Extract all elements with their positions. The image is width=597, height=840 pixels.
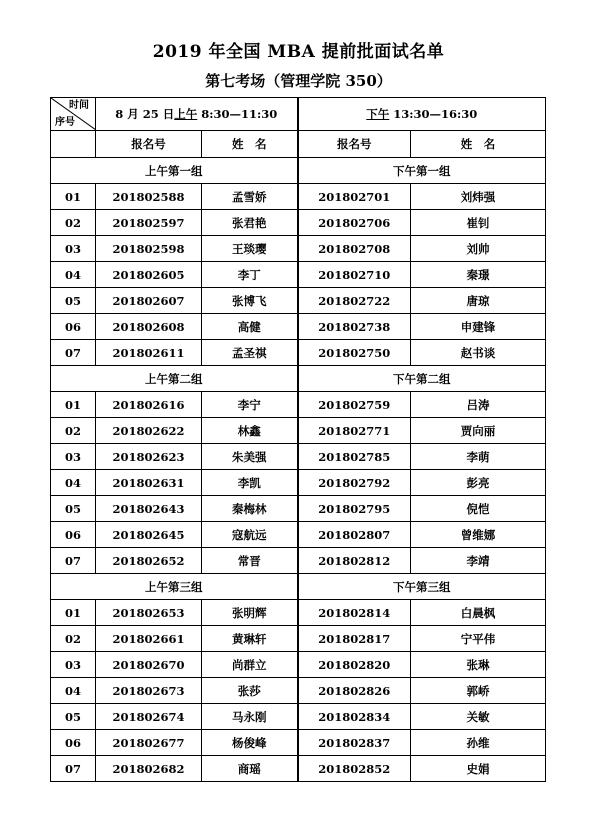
pm-name-cell: 彭亮 (411, 470, 546, 496)
table-row (51, 210, 546, 236)
seq-cell: 05 (51, 704, 96, 730)
session-date: 8 月 25 日 (115, 107, 175, 121)
pm-id-cell: 201802837 (298, 730, 411, 756)
header-am-id: 报名号 (96, 131, 202, 158)
pm-name-cell: 孙维 (411, 730, 546, 756)
table-row (51, 522, 546, 548)
pm-id-cell: 201802807 (298, 522, 411, 548)
seq-cell: 03 (51, 236, 96, 262)
am-name-cell: 王琰璎 (202, 236, 298, 262)
am-name-cell: 杨俊峰 (202, 730, 298, 756)
table-row (51, 600, 546, 626)
seq-cell: 01 (51, 392, 96, 418)
seq-cell: 06 (51, 730, 96, 756)
morning-group-title: 上午第二组 (51, 366, 298, 392)
am-id-cell: 201802670 (96, 652, 202, 678)
pm-id-cell: 201802710 (298, 262, 411, 288)
pm-id-cell: 201802817 (298, 626, 411, 652)
corner-diagonal-cell (51, 98, 96, 131)
pm-name-cell: 秦璟 (411, 262, 546, 288)
interview-table (50, 97, 546, 782)
group-header-row (51, 366, 546, 392)
pm-id-cell: 201802708 (298, 236, 411, 262)
table-row (51, 340, 546, 366)
am-id-cell: 201802611 (96, 340, 202, 366)
seq-cell: 07 (51, 756, 96, 782)
pm-id-cell: 201802834 (298, 704, 411, 730)
pm-id-cell: 201802795 (298, 496, 411, 522)
morning-group-title: 上午第一组 (51, 158, 298, 184)
pm-id-cell: 201802820 (298, 652, 411, 678)
pm-id-cell: 201802706 (298, 210, 411, 236)
table-row (51, 730, 546, 756)
table-row (51, 262, 546, 288)
morning-session-header (96, 98, 298, 131)
header-pm-id: 报名号 (298, 131, 411, 158)
afternoon-label: 下午 (366, 107, 390, 121)
am-name-cell: 马永刚 (202, 704, 298, 730)
seq-cell: 02 (51, 626, 96, 652)
am-id-cell: 201802661 (96, 626, 202, 652)
table-row (51, 392, 546, 418)
pm-id-cell: 201802738 (298, 314, 411, 340)
pm-id-cell: 201802722 (298, 288, 411, 314)
am-name-cell: 孟雪娇 (202, 184, 298, 210)
afternoon-session-header (298, 98, 546, 131)
seq-cell: 04 (51, 678, 96, 704)
am-id-cell: 201802597 (96, 210, 202, 236)
am-name-cell: 尚群立 (202, 652, 298, 678)
am-id-cell: 201802605 (96, 262, 202, 288)
pm-name-cell: 崔钊 (411, 210, 546, 236)
am-id-cell: 201802643 (96, 496, 202, 522)
pm-name-cell: 刘炜强 (411, 184, 546, 210)
pm-id-cell: 201802771 (298, 418, 411, 444)
am-id-cell: 201802673 (96, 678, 202, 704)
pm-id-cell: 201802826 (298, 678, 411, 704)
header-empty-cell (51, 131, 96, 158)
pm-id-cell: 201802812 (298, 548, 411, 574)
pm-name-cell: 郭峤 (411, 678, 546, 704)
pm-name-cell: 张琳 (411, 652, 546, 678)
table-body (51, 98, 546, 782)
pm-id-cell: 201802750 (298, 340, 411, 366)
table-row (51, 704, 546, 730)
am-name-cell: 商瑶 (202, 756, 298, 782)
seq-cell: 06 (51, 522, 96, 548)
am-id-cell: 201802645 (96, 522, 202, 548)
am-name-cell: 黄琳轩 (202, 626, 298, 652)
table-row (51, 652, 546, 678)
pm-id-cell: 201802759 (298, 392, 411, 418)
am-id-cell: 201802623 (96, 444, 202, 470)
pm-name-cell: 李萌 (411, 444, 546, 470)
table-row (51, 288, 546, 314)
pm-id-cell: 201802814 (298, 600, 411, 626)
am-name-cell: 张君艳 (202, 210, 298, 236)
am-id-cell: 201802616 (96, 392, 202, 418)
corner-label-time: 时间 (69, 100, 89, 111)
am-name-cell: 林鑫 (202, 418, 298, 444)
seq-cell: 02 (51, 418, 96, 444)
am-id-cell: 201802598 (96, 236, 202, 262)
am-name-cell: 张明辉 (202, 600, 298, 626)
seq-cell: 05 (51, 496, 96, 522)
pm-name-cell: 曾维娜 (411, 522, 546, 548)
seq-cell: 01 (51, 184, 96, 210)
am-name-cell: 孟圣祺 (202, 340, 298, 366)
table-row (51, 418, 546, 444)
table-row (51, 756, 546, 782)
pm-id-cell: 201802792 (298, 470, 411, 496)
seq-cell: 06 (51, 314, 96, 340)
am-name-cell: 秦梅林 (202, 496, 298, 522)
am-id-cell: 201802588 (96, 184, 202, 210)
header-pm-name: 姓 名 (411, 131, 546, 158)
am-id-cell: 201802674 (96, 704, 202, 730)
am-id-cell: 201802653 (96, 600, 202, 626)
table-row (51, 184, 546, 210)
am-name-cell: 高健 (202, 314, 298, 340)
am-id-cell: 201802682 (96, 756, 202, 782)
am-id-cell: 201802608 (96, 314, 202, 340)
afternoon-group-title: 下午第二组 (298, 366, 546, 392)
table-row (51, 444, 546, 470)
pm-name-cell: 李靖 (411, 548, 546, 574)
pm-id-cell: 201802701 (298, 184, 411, 210)
seq-cell: 03 (51, 444, 96, 470)
table-row (51, 548, 546, 574)
seq-cell: 07 (51, 340, 96, 366)
morning-group-title: 上午第三组 (51, 574, 298, 600)
am-id-cell: 201802677 (96, 730, 202, 756)
seq-cell: 02 (51, 210, 96, 236)
page-title: 2019 年全国 MBA 提前批面试名单 (152, 42, 445, 62)
table-row (51, 236, 546, 262)
am-name-cell: 张莎 (202, 678, 298, 704)
corner-label-seq: 序号 (55, 117, 75, 128)
pm-name-cell: 史娟 (411, 756, 546, 782)
seq-cell: 07 (51, 548, 96, 574)
seq-cell: 04 (51, 470, 96, 496)
group-header-row (51, 574, 546, 600)
table-row (51, 626, 546, 652)
am-name-cell: 寇航远 (202, 522, 298, 548)
group-header-row (51, 158, 546, 184)
pm-id-cell: 201802785 (298, 444, 411, 470)
table-row (51, 496, 546, 522)
pm-name-cell: 白晨枫 (411, 600, 546, 626)
seq-cell: 05 (51, 288, 96, 314)
am-name-cell: 张博飞 (202, 288, 298, 314)
table-row (51, 314, 546, 340)
table-row (51, 470, 546, 496)
pm-name-cell: 唐琼 (411, 288, 546, 314)
header-row-time (51, 98, 546, 131)
pm-name-cell: 关敏 (411, 704, 546, 730)
pm-id-cell: 201802852 (298, 756, 411, 782)
am-id-cell: 201802622 (96, 418, 202, 444)
pm-name-cell: 吕涛 (411, 392, 546, 418)
page-subtitle: 第七考场（管理学院 350） (205, 72, 392, 90)
afternoon-group-title: 下午第一组 (298, 158, 546, 184)
am-name-cell: 常晋 (202, 548, 298, 574)
table-row (51, 678, 546, 704)
morning-time: 8:30—11:30 (197, 107, 278, 121)
pm-name-cell: 刘帅 (411, 236, 546, 262)
pm-name-cell: 倪恺 (411, 496, 546, 522)
am-name-cell: 李宁 (202, 392, 298, 418)
am-id-cell: 201802652 (96, 548, 202, 574)
morning-label: 上午 (174, 107, 198, 121)
header-am-name: 姓 名 (202, 131, 298, 158)
am-name-cell: 李凯 (202, 470, 298, 496)
am-name-cell: 朱美强 (202, 444, 298, 470)
pm-name-cell: 贾向丽 (411, 418, 546, 444)
seq-cell: 03 (51, 652, 96, 678)
am-name-cell: 李丁 (202, 262, 298, 288)
afternoon-time: 13:30—16:30 (389, 107, 478, 121)
pm-name-cell: 宁平伟 (411, 626, 546, 652)
seq-cell: 01 (51, 600, 96, 626)
pm-name-cell: 赵书谈 (411, 340, 546, 366)
pm-name-cell: 申建锋 (411, 314, 546, 340)
header-row-columns (51, 131, 546, 158)
seq-cell: 04 (51, 262, 96, 288)
am-id-cell: 201802607 (96, 288, 202, 314)
afternoon-group-title: 下午第三组 (298, 574, 546, 600)
am-id-cell: 201802631 (96, 470, 202, 496)
